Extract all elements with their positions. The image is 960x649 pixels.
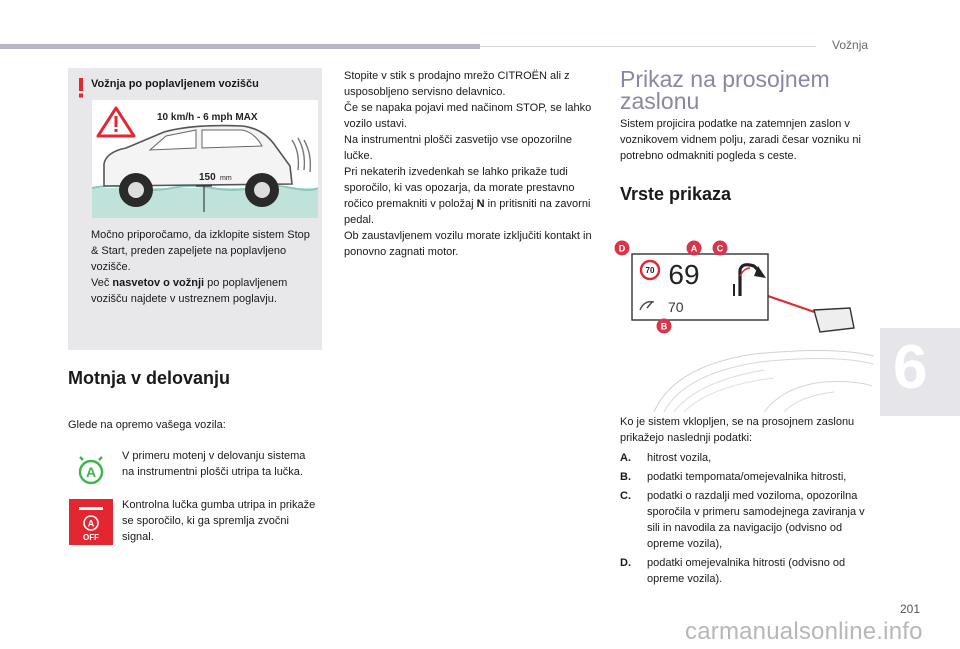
svg-text:69: 69 (668, 259, 700, 290)
warning-title: Vožnja po poplavljenem vozišču (91, 78, 259, 90)
example-1: V primeru motenj v delovanju sistema na instrumentni plošči utripa ta lučka. (122, 450, 306, 478)
list-item: A. hitrost vozila, (620, 452, 712, 464)
example-2: Kontrolna lučka gumba utripa in prikaže se sporočilo, ki ga spremlja zvočni signal. (122, 499, 316, 543)
svg-text:A: A (85, 464, 97, 480)
col2-p3: Na instrumentni plošči zasvetijo vse opozorilne lučke. (344, 134, 573, 162)
svg-text:70: 70 (645, 266, 655, 275)
header-bar (0, 44, 480, 49)
warning-text-1: Močno priporočamo, da izklopite sistem Stop & Start, preden zapeljete na poplavljeno vozišče. (91, 229, 310, 273)
list-item: B. podatki tempomata/omejevalnika hitrosti, (620, 471, 847, 483)
section-label: Vožnja (832, 38, 869, 52)
motnja-intro: Glede na opremo vašega vozila: (68, 419, 226, 431)
exclamation-icon (77, 78, 85, 98)
stop-start-warning-icon (69, 451, 113, 491)
svg-text:A: A (87, 518, 95, 529)
page-number: 201 (900, 602, 921, 616)
chapter-number: 6 (893, 333, 928, 402)
list-item: C. podatki o razdalji med voziloma, opozorilna sporočila v primeru samodejnega zaviranja v sili in navodila za navigacijo (odvisno od opreme vozila), (620, 490, 865, 550)
svg-text:D: D (618, 243, 626, 254)
svg-text:C: C (716, 243, 724, 254)
list-intro: Ko je sistem vklopljen, se na prosojnem zaslonu prikažejo naslednji podatki: (620, 416, 855, 444)
column-2-text (344, 68, 596, 260)
svg-text:OFF: OFF (83, 533, 99, 542)
heading-prikaz: Prikaz na prosojnem zaslonu (620, 66, 830, 114)
speed-limit-label: 10 km/h - 6 mph MAX (157, 112, 258, 123)
svg-text:B: B (660, 321, 668, 332)
col2-p1: Stopite v stik s prodajno mrežo CITROËN ali z usposobljeno servisno delavnico. (344, 70, 570, 98)
heading-motnja: Motnja v delovanju (68, 368, 231, 388)
flooded-road-illustration (92, 100, 318, 218)
depth-unit: mm (220, 175, 232, 182)
warning-text (91, 227, 316, 307)
watermark: carmanualsonline.info (685, 618, 923, 645)
hud-display-illustration (614, 236, 874, 412)
col2-p4: Pri nekaterih izvedenkah se lahko prikaže tudi sporočilo, ki vas opozarja, da morate prestavno ročico premakniti v položaj N in pritisniti na zavorni pedal. (344, 166, 591, 226)
svg-text:A: A (690, 243, 698, 254)
heading-vrste: Vrste prikaza (620, 184, 732, 204)
prikaz-intro: Sistem projicira podatke na zatemnjen zaslon v voznikovem vidnem polju, zaradi česar vozniku ni potrebno odmakniti pogleda s ceste. (620, 118, 861, 162)
list-item: D. podatki omejevalnika hitrosti (odvisno od opreme vozila). (620, 557, 846, 585)
header-rule (480, 46, 816, 47)
col2-p5: Ob zaustavljenem vozilu morate izključiti kontakt in ponovno zagnati motor. (344, 230, 592, 258)
svg-text:70: 70 (668, 299, 684, 315)
warning-text-2: Več nasvetov o vožnji po poplavljenem vozišču najdete v ustreznem poglavju. (91, 277, 288, 305)
depth-value: 150 (199, 172, 216, 183)
stop-start-off-button-icon (69, 499, 113, 545)
info-list (620, 450, 875, 590)
col2-p2: Če se napaka pojavi med načinom STOP, se lahko vozilo ustavi. (344, 102, 592, 130)
